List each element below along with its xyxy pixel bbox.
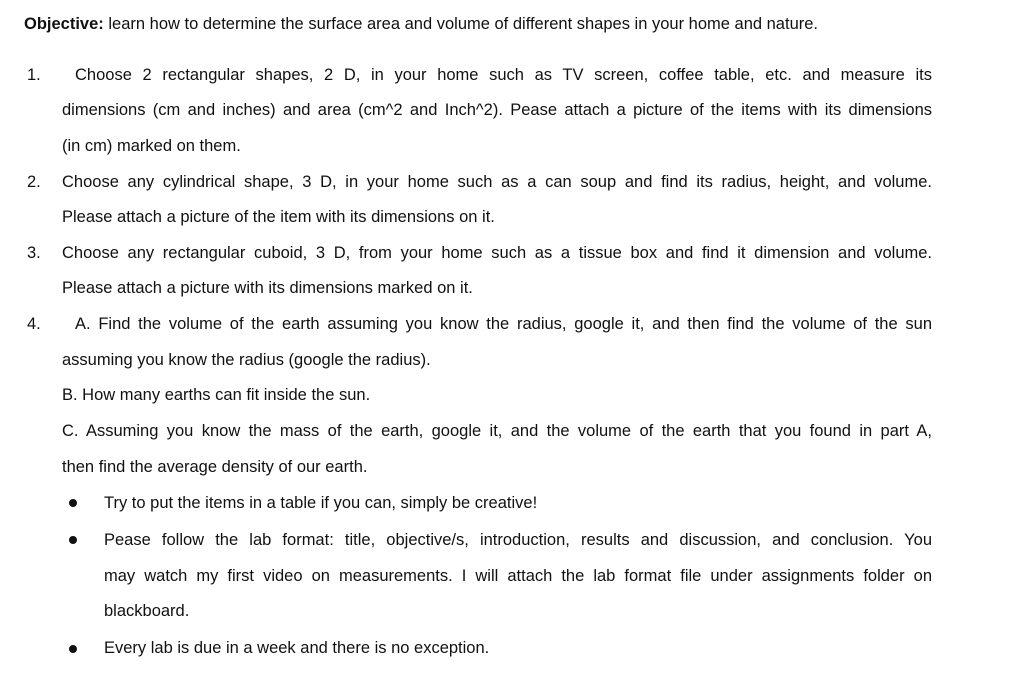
item-3-number: 3. xyxy=(27,244,41,262)
objective-label: Objective: xyxy=(24,15,104,33)
item-4-number: 4. xyxy=(27,315,41,333)
item-4-part-b: B. How many earths can fit inside the sun. xyxy=(62,386,371,404)
objective-paragraph xyxy=(24,13,1004,35)
item-4-part-c-line-2: then find the average density of our earth. xyxy=(62,458,368,476)
bullet-1-line-1: Try to put the items in a table if you can, simply be creative! xyxy=(104,494,538,512)
item-2-number: 2. xyxy=(27,173,41,191)
item-1-line-1: Choose 2 rectangular shapes, 2 D, in your home such as TV screen, coffee table, etc. and measure its xyxy=(75,66,932,84)
bullet-2-line-3: blackboard. xyxy=(104,602,190,620)
item-1-line-2: dimensions (cm and inches) and area (cm^2 and Inch^2). Pease attach a picture of the items with its dimensions xyxy=(62,101,932,119)
bullet-2-line-1: Pease follow the lab format: title, objective/s, introduction, results and discussion, and conclusion. You xyxy=(104,531,932,549)
item-3-line-1: Choose any rectangular cuboid, 3 D, from your home such as a tissue box and find it dimension and volume. xyxy=(62,244,932,262)
item-4-part-c-line-1: C. Assuming you know the mass of the earth, google it, and the volume of the earth that you found in part A, xyxy=(62,422,932,440)
bullet-3-line-1: Every lab is due in a week and there is no exception. xyxy=(104,639,490,657)
item-1-number: 1. xyxy=(27,66,41,84)
item-1-line-3: (in cm) marked on them. xyxy=(62,137,241,155)
item-4-part-a-line-2: assuming you know the radius (google the radius). xyxy=(62,351,431,369)
bullet-1-dot xyxy=(69,499,77,507)
bullet-3-dot xyxy=(69,645,77,653)
item-3-line-2: Please attach a picture with its dimensions marked on it. xyxy=(62,279,473,297)
item-2-line-2: Please attach a picture of the item with its dimensions on it. xyxy=(62,208,495,226)
bullet-2-dot xyxy=(69,536,77,544)
item-4-part-a-line-1: A. Find the volume of the earth assuming you know the radius, google it, and then find the volume of the sun xyxy=(75,315,932,333)
objective-text: learn how to determine the surface area and volume of different shapes in your home and nature. xyxy=(103,15,818,33)
bullet-2-line-2: may watch my first video on measurements. I will attach the lab format file under assignments folder on xyxy=(104,567,932,585)
item-2-line-1: Choose any cylindrical shape, 3 D, in your home such as a can soup and find its radius, height, and volume. xyxy=(62,173,932,191)
